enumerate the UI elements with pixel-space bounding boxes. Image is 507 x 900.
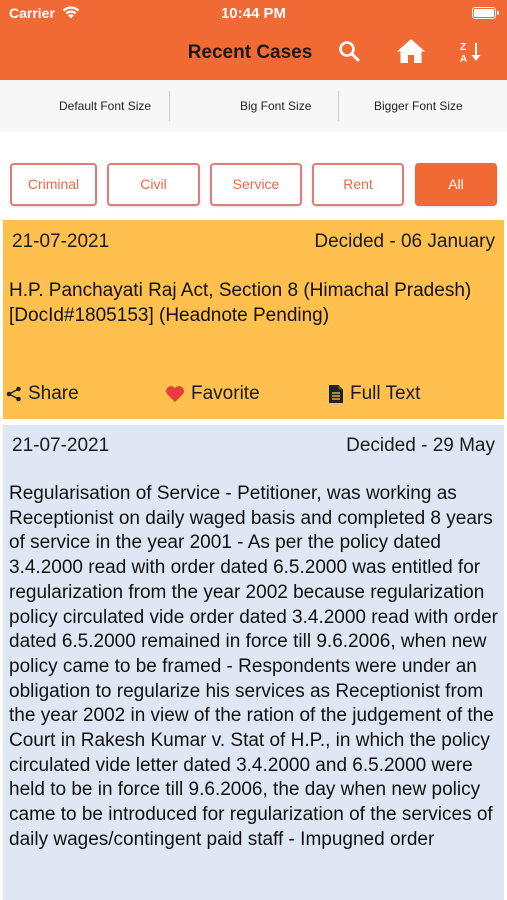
bigger-font-size-button[interactable]: Bigger Font Size <box>374 99 463 113</box>
battery-icon <box>472 7 496 19</box>
full-text-label: Full Text <box>350 383 421 404</box>
favorite-button[interactable] <box>165 383 260 405</box>
case-card[interactable] <box>3 425 504 900</box>
case-headnote: H.P. Panchayati Raj Act, Section 8 (Himachal Pradesh) [DocId#1805153] (Headnote Pending) <box>9 280 472 326</box>
case-headnote: Regularisation of Service - Petitioner, was working as Receptionist on daily waged basis and completed 8 years of service in the year 2001 - As per the policy dated 3.4.2000 read with order dated 6.5.2000 was entitled for regularization from the year 2002 because regularization policy circulated vide order dated 3.4.2000 read with order dated 6.5.2000 remained in force till 9.6.2006, when new policy came to be framed - Respondents were under an obligation to regularize his services as Receptionist from the year 2002 in view of the ration of the judgement of the Court in Rakesh Kumar v. Stat of H.P., in which the policy circulated vide letter dated 3.4.2000 and 6.5.2000 were held to be in force till 9.6.2006, the day when new policy came to be introduced for regularization of the services of daily wages/contingent paid staff - Impugned order <box>9 483 499 850</box>
full-text-button[interactable] <box>328 383 420 405</box>
filter-service-button[interactable]: Service <box>210 163 302 206</box>
case-card[interactable] <box>3 220 504 419</box>
document-icon <box>328 384 344 404</box>
font-size-bar <box>0 80 507 132</box>
share-icon <box>6 386 22 402</box>
svg-text:Z: Z <box>460 42 467 53</box>
filter-criminal-button[interactable]: Criminal <box>10 163 97 206</box>
share-label: Share <box>28 383 79 404</box>
case-decided-date: Decided - 29 May <box>346 435 495 456</box>
app-header <box>0 0 507 80</box>
home-icon[interactable] <box>396 38 426 64</box>
carrier-label: Carrier <box>9 5 55 21</box>
page-title: Recent Cases <box>187 42 313 63</box>
case-filter-row <box>0 163 507 207</box>
heart-icon <box>165 385 185 403</box>
big-font-size-button[interactable]: Big Font Size <box>240 99 312 113</box>
svg-text:A: A <box>460 54 468 65</box>
filter-civil-button[interactable]: Civil <box>107 163 200 206</box>
status-time: 10:44 PM <box>220 5 287 22</box>
divider <box>169 91 170 121</box>
filter-all-button[interactable]: All <box>415 163 497 206</box>
search-icon[interactable] <box>338 40 360 62</box>
share-button[interactable] <box>6 383 79 405</box>
sort-za-icon[interactable] <box>458 39 484 65</box>
filter-rent-button[interactable]: Rent <box>312 163 404 206</box>
case-date: 21-07-2021 <box>12 435 110 456</box>
status-bar <box>0 0 507 28</box>
divider <box>338 91 339 121</box>
favorite-label: Favorite <box>191 383 260 404</box>
case-decided-date: Decided - 06 January <box>314 231 495 252</box>
case-date: 21-07-2021 <box>12 231 110 252</box>
default-font-size-button[interactable]: Default Font Size <box>59 99 152 113</box>
